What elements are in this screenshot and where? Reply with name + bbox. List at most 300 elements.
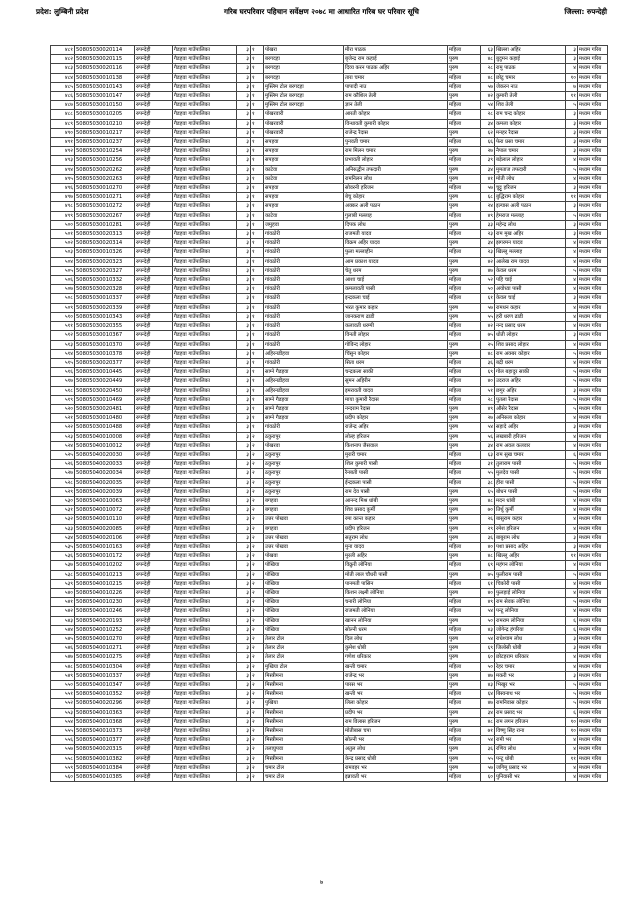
household-id: 50805040010271 — [75, 644, 135, 653]
poverty-category-cell: मध्यम गरिब — [578, 681, 608, 690]
district-cell: रुपन्देही — [135, 82, 173, 91]
district-cell: रुपन्देही — [135, 588, 173, 597]
member-count-cell: ५ — [566, 681, 578, 690]
municipality-cell: गैडहवा गाउँपालिका — [173, 635, 237, 644]
gender-cell: पुरुष — [448, 552, 481, 561]
tole-cell: उत्तर पोखवा — [264, 542, 344, 551]
ward-cell: ३ — [237, 763, 251, 772]
household-id: 50805040010337 — [75, 671, 135, 680]
household-id: 50805040010373 — [75, 727, 135, 736]
gender-cell: महिला — [448, 377, 481, 386]
guardian-name-cell: तुलाराम पासी — [495, 460, 566, 469]
household-id: 50805030010480 — [75, 414, 135, 423]
table-row — [51, 450, 608, 459]
gender-cell: पुरुष — [448, 635, 481, 644]
gender-cell: पुरुष — [448, 404, 481, 413]
guardian-name-cell: खिल्लु मल्लाह — [495, 248, 566, 257]
guardian-name-cell: रणिव लोध — [495, 745, 566, 754]
district-cell: रुपन्देही — [135, 358, 173, 367]
age-cell: ५१ — [481, 386, 495, 395]
serial-number: ४८४ — [51, 73, 75, 82]
head-name-cell: पानमती पासिन — [344, 579, 448, 588]
gender-cell: पुरुष — [448, 653, 481, 662]
table-row — [51, 312, 608, 321]
district-cell: रुपन्देही — [135, 754, 173, 763]
guardian-name-cell: बिस्वनाथ भर — [495, 690, 566, 699]
district-cell: रुपन्देही — [135, 487, 173, 496]
ward-cell: ३ — [237, 496, 251, 505]
household-id: 50805040010012 — [75, 441, 135, 450]
household-id: 50805030010256 — [75, 156, 135, 165]
head-name-cell: ज्ञान तेली — [344, 101, 448, 110]
sub-ward-cell: १ — [251, 322, 264, 331]
gender-cell: महिला — [448, 542, 481, 551]
poverty-category-cell: मध्यम गरिब — [578, 635, 608, 644]
sub-ward-cell: १ — [251, 358, 264, 367]
guardian-name-cell: राम अवल कलवार — [495, 441, 566, 450]
serial-number: ५५९ — [51, 763, 75, 772]
head-name-cell: अतुल लोध — [344, 745, 448, 754]
district-cell: रुपन्देही — [135, 708, 173, 717]
guardian-name-cell: शिव प्रसाद लोहार — [495, 340, 566, 349]
poverty-category-cell: मध्यम गरिब — [578, 395, 608, 404]
district-cell: रुपन्देही — [135, 239, 173, 248]
head-name-cell: दिव्य करन पाठक अहिर — [344, 64, 448, 73]
guardian-name-cell: राम लगन हरिजन — [495, 717, 566, 726]
municipality-cell: गैडहवा गाउँपालिका — [173, 423, 237, 432]
sub-ward-cell: २ — [251, 598, 264, 607]
ward-cell: ३ — [237, 276, 251, 285]
head-name-cell: बेचु कोहार — [344, 193, 448, 202]
district-cell: रुपन्देही — [135, 248, 173, 257]
household-id: 50805030020327 — [75, 266, 135, 275]
ward-cell: ३ — [237, 469, 251, 478]
poverty-category-cell: मध्यम गरिब — [578, 598, 608, 607]
serial-number: ४८८ — [51, 110, 75, 119]
guardian-name-cell: हीरा पासी — [495, 478, 566, 487]
ward-cell: ३ — [237, 174, 251, 183]
serial-number: ४९२ — [51, 147, 75, 156]
household-id: 50805030010217 — [75, 128, 135, 137]
serial-number: ५३८ — [51, 570, 75, 579]
guardian-name-cell: राम सुख चमार — [495, 450, 566, 459]
sub-ward-cell: १ — [251, 340, 264, 349]
tole-cell: बगहवा — [264, 506, 344, 515]
age-cell: ३१ — [481, 460, 495, 469]
ward-cell: ३ — [237, 579, 251, 588]
head-name-cell: मीरा पाठक — [344, 46, 448, 55]
member-count-cell: ५ — [566, 469, 578, 478]
member-count-cell: ३ — [566, 119, 578, 128]
poverty-category-cell: मध्यम गरिब — [578, 708, 608, 717]
municipality-cell: गैडहवा गाउँपालिका — [173, 487, 237, 496]
table-row — [51, 46, 608, 55]
household-id: 50805030010445 — [75, 368, 135, 377]
tole-cell: गांवठोरी — [264, 340, 344, 349]
gender-cell: पुरुष — [448, 423, 481, 432]
poverty-category-cell: मध्यम गरिब — [578, 404, 608, 413]
head-name-cell: रामवहर भर — [344, 763, 448, 772]
household-id: 50805040020039 — [75, 487, 135, 496]
poverty-category-cell: मध्यम गरिब — [578, 230, 608, 239]
municipality-cell: गैडहवा गाउँपालिका — [173, 276, 237, 285]
serial-number: ४८६ — [51, 92, 75, 101]
household-id: 50805030020377 — [75, 358, 135, 367]
municipality-cell: गैडहवा गाउँपालिका — [173, 754, 237, 763]
district-cell: रुपन्देही — [135, 266, 173, 275]
sub-ward-cell: १ — [251, 211, 264, 220]
guardian-name-cell: शिव तेली — [495, 101, 566, 110]
gender-cell: महिला — [448, 598, 481, 607]
table-row — [51, 55, 608, 64]
municipality-cell: गैडहवा गाउँपालिका — [173, 598, 237, 607]
municipality-cell: गैडहवा गाउँपालिका — [173, 46, 237, 55]
tole-cell: मिस्त्रीमना — [264, 671, 344, 680]
guardian-name-cell: केवल धरम — [495, 266, 566, 275]
poverty-category-cell: मध्यम गरिब — [578, 432, 608, 441]
municipality-cell: गैडहवा गाउँपालिका — [173, 478, 237, 487]
member-count-cell: ३ — [566, 184, 578, 193]
gender-cell: महिला — [448, 294, 481, 303]
gender-cell: पुरुष — [448, 570, 481, 579]
municipality-cell: गैडहवा गाउँपालिका — [173, 653, 237, 662]
sub-ward-cell: २ — [251, 450, 264, 459]
sub-ward-cell: १ — [251, 368, 264, 377]
table-row — [51, 239, 608, 248]
gender-cell: पुरुष — [448, 745, 481, 754]
age-cell: ३३ — [481, 220, 495, 229]
guardian-name-cell: सहादे अहिर — [495, 423, 566, 432]
district-cell: रुपन्देही — [135, 211, 173, 220]
head-name-cell: सोल्नी भर — [344, 736, 448, 745]
guardian-name-cell: अयोध्या पासी — [495, 285, 566, 294]
guardian-name-cell: पन्टू धोबी — [495, 754, 566, 763]
serial-number: ५०० — [51, 220, 75, 229]
head-name-cell: खन्ती भर — [344, 690, 448, 699]
tole-cell: गांवठोरी — [264, 303, 344, 312]
serial-number: ५१६ — [51, 368, 75, 377]
tole-cell: तलाघुपवा — [264, 745, 344, 754]
serial-number: ५५३ — [51, 708, 75, 717]
municipality-cell: गैडहवा गाउँपालिका — [173, 202, 237, 211]
head-name-cell: मोतीबास चपा — [344, 727, 448, 736]
head-name-cell: दिपक लोध — [344, 220, 448, 229]
table-row — [51, 147, 608, 156]
gender-cell: महिला — [448, 736, 481, 745]
serial-number: ४९८ — [51, 202, 75, 211]
household-id: 50805040010382 — [75, 754, 135, 763]
guardian-name-cell: बासुराम कहार — [495, 515, 566, 524]
poverty-category-cell: मध्यम गरिब — [578, 524, 608, 533]
ward-cell: ३ — [237, 773, 251, 782]
age-cell: ४८ — [481, 496, 495, 505]
sub-ward-cell: १ — [251, 349, 264, 358]
household-id: 50805040010304 — [75, 662, 135, 671]
ward-cell: ३ — [237, 432, 251, 441]
gender-cell: पुरुष — [448, 754, 481, 763]
household-id: 50805040020315 — [75, 745, 135, 754]
poverty-category-cell: मध्यम गरिब — [578, 662, 608, 671]
district-cell: रुपन्देही — [135, 340, 173, 349]
sub-ward-cell: २ — [251, 736, 264, 745]
member-count-cell: ३ — [566, 128, 578, 137]
ward-cell: ३ — [237, 128, 251, 137]
gender-cell: पुरुष — [448, 644, 481, 653]
member-count-cell: ५ — [566, 368, 578, 377]
member-count-cell: ४ — [566, 285, 578, 294]
table-row — [51, 303, 608, 312]
table-row — [51, 395, 608, 404]
age-cell: ४२ — [481, 322, 495, 331]
district-cell: रुपन्देही — [135, 644, 173, 653]
tole-cell: साग्ने गैडहवा — [264, 395, 344, 404]
gender-cell: पुरुष — [448, 266, 481, 275]
district-cell: रुपन्देही — [135, 414, 173, 423]
serial-number: ५२० — [51, 404, 75, 413]
member-count-cell: ४ — [566, 506, 578, 515]
sub-ward-cell: २ — [251, 754, 264, 763]
serial-number: ५१५ — [51, 358, 75, 367]
head-name-cell: बृजेन्द्र राम कहाई — [344, 55, 448, 64]
poverty-category-cell: मध्यम गरिब — [578, 165, 608, 174]
tole-cell: मिस्त्रीमना — [264, 708, 344, 717]
tole-cell: मुस्लिम टोल बरगदहा — [264, 101, 344, 110]
member-count-cell: ३ — [566, 230, 578, 239]
serial-number: ५११ — [51, 322, 75, 331]
sub-ward-cell: २ — [251, 561, 264, 570]
member-count-cell: ५ — [566, 349, 578, 358]
age-cell: ६० — [481, 653, 495, 662]
serial-number: ५०९ — [51, 303, 75, 312]
household-id: 50805030010326 — [75, 248, 135, 257]
ward-cell: ३ — [237, 708, 251, 717]
household-id: 50805040010215 — [75, 579, 135, 588]
head-name-cell: अक्कर अली पठान — [344, 202, 448, 211]
sub-ward-cell: १ — [251, 202, 264, 211]
head-name-cell: सोवरनी हरिजन — [344, 184, 448, 193]
district-cell: रुपन्देही — [135, 220, 173, 229]
municipality-cell: गैडहवा गाउँपालिका — [173, 524, 237, 533]
gender-cell: पुरुष — [448, 193, 481, 202]
member-count-cell: ४ — [566, 561, 578, 570]
tole-cell: तेलार टोल — [264, 653, 344, 662]
household-id: 50805040010275 — [75, 653, 135, 662]
table-row — [51, 285, 608, 294]
member-count-cell: ४ — [566, 248, 578, 257]
sub-ward-cell: १ — [251, 220, 264, 229]
poverty-category-cell: मध्यम गरिब — [578, 690, 608, 699]
serial-number: ५४८ — [51, 662, 75, 671]
head-name-cell: रमा कान्त कहार — [344, 515, 448, 524]
district-cell: रुपन्देही — [135, 294, 173, 303]
district-cell: रुपन्देही — [135, 349, 173, 358]
member-count-cell: ३ — [566, 202, 578, 211]
head-name-cell: केन्द्र प्रसाद धोबी — [344, 754, 448, 763]
tole-cell: मुस्लिम टोल बरगदहा — [264, 82, 344, 91]
household-id: 50805030010281 — [75, 220, 135, 229]
serial-number: ५५७ — [51, 745, 75, 754]
member-count-cell: ५ — [566, 460, 578, 469]
poverty-category-cell: मध्यम गरिब — [578, 699, 608, 708]
municipality-cell: गैडहवा गाउँपालिका — [173, 55, 237, 64]
sub-ward-cell: २ — [251, 681, 264, 690]
household-id: 50805040010008 — [75, 432, 135, 441]
sub-ward-cell: १ — [251, 184, 264, 193]
table-row — [51, 487, 608, 496]
guardian-name-cell: कमला कोहार — [495, 119, 566, 128]
gender-cell: पुरुष — [448, 717, 481, 726]
head-name-cell: गोविन्द लोहार — [344, 340, 448, 349]
serial-number: ४८९ — [51, 119, 75, 128]
sub-ward-cell: १ — [251, 73, 264, 82]
municipality-cell: गैडहवा गाउँपालिका — [173, 174, 237, 183]
gender-cell: महिला — [448, 469, 481, 478]
table-row — [51, 414, 608, 423]
guardian-name-cell: जेकरन नाउ — [495, 82, 566, 91]
district-cell: रुपन्देही — [135, 542, 173, 551]
serial-number: ४९९ — [51, 211, 75, 220]
municipality-cell: गैडहवा गाउँपालिका — [173, 64, 237, 73]
household-id: 50805040010063 — [75, 496, 135, 505]
household-id: 50805040010213 — [75, 570, 135, 579]
sub-ward-cell: २ — [251, 616, 264, 625]
sub-ward-cell: १ — [251, 395, 264, 404]
poverty-category-cell: मध्यम गरिब — [578, 579, 608, 588]
serial-number: ५३७ — [51, 561, 75, 570]
table-row — [51, 101, 608, 110]
member-count-cell: ४ — [566, 312, 578, 321]
guardian-name-cell: रामधन कहार — [495, 303, 566, 312]
municipality-cell: गैडहवा गाउँपालिका — [173, 515, 237, 524]
head-name-cell: मुरली अहिर — [344, 552, 448, 561]
member-count-cell: ११ — [566, 92, 578, 101]
household-id: 50805040010072 — [75, 506, 135, 515]
ward-cell: ३ — [237, 690, 251, 699]
guardian-name-cell: मोती लोध — [495, 174, 566, 183]
serial-number: ५०६ — [51, 276, 75, 285]
poverty-category-cell: मध्यम गरिब — [578, 193, 608, 202]
guardian-name-cell: खिल्ला अहिर — [495, 46, 566, 55]
tole-cell: गांवठोरी — [264, 230, 344, 239]
municipality-cell: गैडहवा गाउँपालिका — [173, 165, 237, 174]
member-count-cell: १० — [566, 73, 578, 82]
member-count-cell: ११ — [566, 754, 578, 763]
table-row — [51, 662, 608, 671]
gender-cell: महिला — [448, 450, 481, 459]
age-cell: ६१ — [481, 579, 495, 588]
member-count-cell: ४ — [566, 257, 578, 266]
sub-ward-cell: २ — [251, 570, 264, 579]
age-cell: ६२ — [481, 128, 495, 137]
municipality-cell: गैडहवा गाउँपालिका — [173, 616, 237, 625]
household-id: 50805040020030 — [75, 450, 135, 459]
gender-cell: पुरुष — [448, 349, 481, 358]
district-cell: रुपन्देही — [135, 727, 173, 736]
sub-ward-cell: २ — [251, 745, 264, 754]
head-name-cell: चनारी लोनिया — [344, 598, 448, 607]
district-cell: रुपन्देही — [135, 561, 173, 570]
ward-cell: ३ — [237, 699, 251, 708]
ward-cell: ३ — [237, 635, 251, 644]
age-cell: ४७ — [481, 266, 495, 275]
household-id: 50805030020115 — [75, 55, 135, 64]
age-cell: ४३ — [481, 681, 495, 690]
district-cell: रुपन्देही — [135, 257, 173, 266]
member-count-cell: ११ — [566, 193, 578, 202]
poverty-category-cell: मध्यम गरिब — [578, 147, 608, 156]
district-cell: रुपन्देही — [135, 395, 173, 404]
tole-cell: मिस्त्रीमना — [264, 727, 344, 736]
municipality-cell: गैडहवा गाउँपालिका — [173, 570, 237, 579]
age-cell: ६३ — [481, 46, 495, 55]
ward-cell: ३ — [237, 561, 251, 570]
ward-cell: ३ — [237, 570, 251, 579]
gender-cell: महिला — [448, 285, 481, 294]
serial-number: ५५१ — [51, 690, 75, 699]
tole-cell: मिस्त्रीमना — [264, 681, 344, 690]
member-count-cell: ४ — [566, 736, 578, 745]
household-id: 50805030020328 — [75, 285, 135, 294]
sub-ward-cell: २ — [251, 635, 264, 644]
ward-cell: ३ — [237, 404, 251, 413]
sub-ward-cell: १ — [251, 165, 264, 174]
table-row — [51, 230, 608, 239]
serial-number: ४९० — [51, 128, 75, 137]
guardian-name-cell: राधेश्याम लोध — [495, 635, 566, 644]
municipality-cell: गैडहवा गाउँपालिका — [173, 469, 237, 478]
table-row — [51, 690, 608, 699]
head-name-cell: चन्द्रकला साकी — [344, 368, 448, 377]
municipality-cell: गैडहवा गाउँपालिका — [173, 358, 237, 367]
sub-ward-cell: २ — [251, 460, 264, 469]
serial-number: ५३९ — [51, 579, 75, 588]
table-row — [51, 432, 608, 441]
age-cell: ४८ — [481, 552, 495, 561]
ward-cell: ३ — [237, 266, 251, 275]
poverty-category-cell: मध्यम गरिब — [578, 312, 608, 321]
sub-ward-cell: १ — [251, 119, 264, 128]
member-count-cell: ४ — [566, 414, 578, 423]
table-row — [51, 174, 608, 183]
age-cell: ४९ — [481, 211, 495, 220]
head-name-cell: राम देव पासी — [344, 487, 448, 496]
sub-ward-cell: २ — [251, 662, 264, 671]
ward-cell: ३ — [237, 653, 251, 662]
district-cell: रुपन्देही — [135, 681, 173, 690]
age-cell: ५० — [481, 285, 495, 294]
household-id: 50805030010272 — [75, 202, 135, 211]
tole-cell: ठकुरापुर — [264, 460, 344, 469]
municipality-cell: गैडहवा गाउँपालिका — [173, 717, 237, 726]
head-name-cell: रैनबती पासी — [344, 469, 448, 478]
household-id: 50805040010363 — [75, 708, 135, 717]
head-name-cell: प्रदीप भर — [344, 708, 448, 717]
poverty-category-cell: मध्यम गरिब — [578, 736, 608, 745]
ward-cell: ३ — [237, 460, 251, 469]
table-row — [51, 579, 608, 588]
poverty-category-cell: मध्यम गरिब — [578, 294, 608, 303]
sub-ward-cell: १ — [251, 82, 264, 91]
household-id: 50805040010347 — [75, 681, 135, 690]
sub-ward-cell: १ — [251, 257, 264, 266]
poverty-category-cell: मध्यम गरिब — [578, 386, 608, 395]
table-row — [51, 635, 608, 644]
gender-cell: पुरुष — [448, 165, 481, 174]
guardian-name-cell: राम प्रसाद भर — [495, 708, 566, 717]
table-row — [51, 248, 608, 257]
guardian-name-cell: चिकोरी पासी — [495, 579, 566, 588]
sub-ward-cell: २ — [251, 478, 264, 487]
